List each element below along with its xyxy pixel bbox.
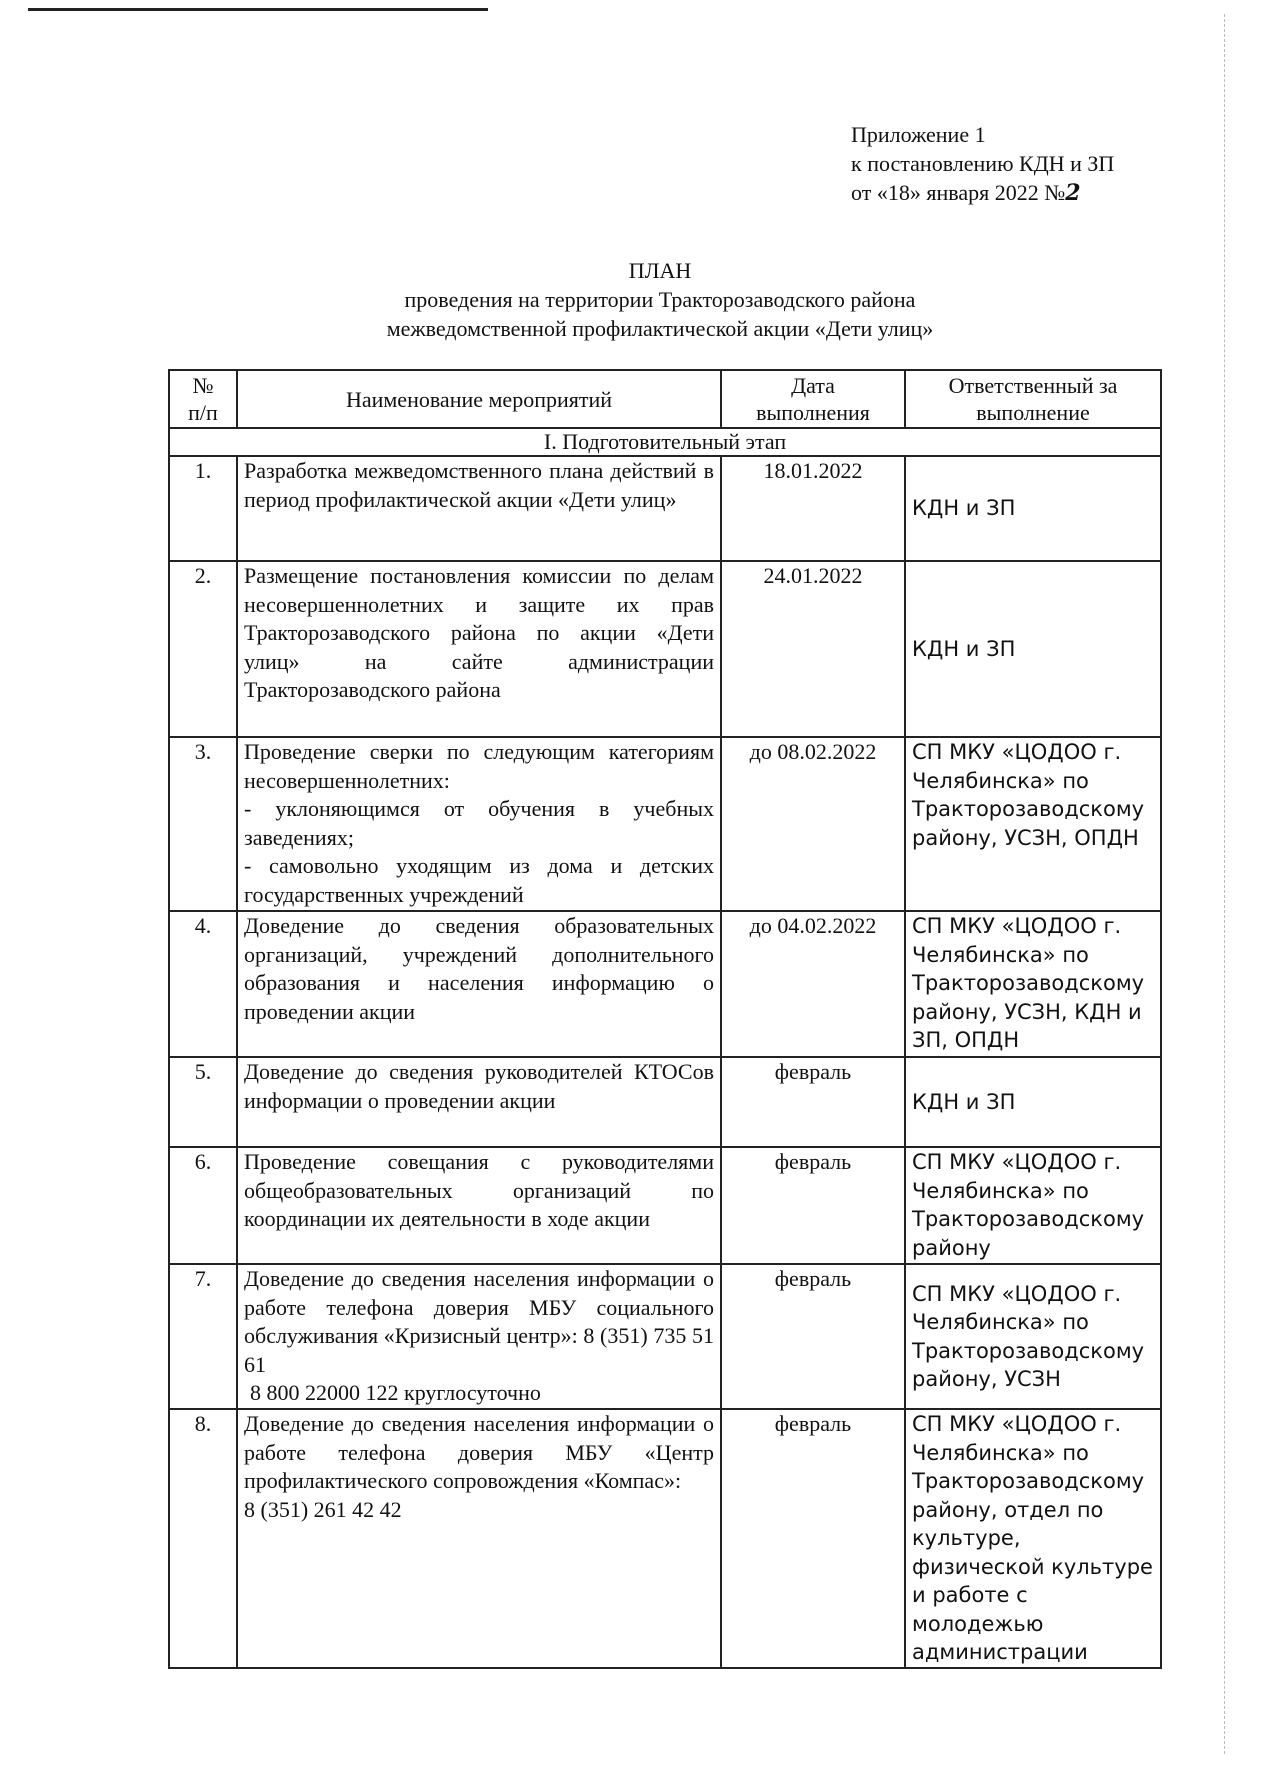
row-date: 24.01.2022 xyxy=(721,561,905,737)
activity-line: 8 800 22000 122 круглосуточно xyxy=(250,1380,541,1405)
row-number: 4. xyxy=(169,911,237,1057)
row-date: до 04.02.2022 xyxy=(721,911,905,1057)
table-row xyxy=(169,1409,1161,1668)
stage-label: I. Подготовительный этап xyxy=(169,428,1161,456)
table-row xyxy=(169,456,1161,561)
row-responsible: КДН и ЗП xyxy=(905,561,1161,737)
row-activity xyxy=(237,1409,721,1668)
document-title xyxy=(160,256,1160,343)
header-responsible: Ответственный за выполнение xyxy=(905,370,1161,428)
activity-line: Доведение до сведения населения информации о работе телефона доверия МБУ «Центр профилактического сопровождения «Компас»: xyxy=(244,1411,714,1493)
row-number: 2. xyxy=(169,561,237,737)
title-subtitle-1: проведения на территории Тракторозаводского района xyxy=(404,287,916,312)
title-subtitle-2: межведомственной профилактической акции «Дети улиц» xyxy=(386,316,934,341)
activity-line: 8 (351) 261 42 42 xyxy=(244,1496,402,1522)
appendix-date: от «18» января 2022 № xyxy=(851,180,1066,205)
appendix-line-1: Приложение 1 xyxy=(851,122,986,147)
appendix-line-3 xyxy=(851,178,1114,208)
activity-line: Проведение сверки по следующим категориям несовершеннолетних: xyxy=(244,739,714,793)
table-row xyxy=(169,737,1161,911)
row-activity: Проведение совещания с руководителями общеобразовательных организаций по координации их деятельности в ходе акции xyxy=(237,1147,721,1264)
appendix-number: 2 xyxy=(1065,180,1081,206)
row-responsible: СП МКУ «ЦОДОО г. Челябинска» по Тракторозаводскому району, отдел по культуре, физической культуре и работе с молодежью администрации xyxy=(905,1409,1161,1668)
activity-line: - самовольно уходящим из дома и детских государственных учреждений xyxy=(244,853,714,907)
row-responsible: СП МКУ «ЦОДОО г. Челябинска» по Тракторозаводскому району, УСЗН xyxy=(905,1264,1161,1409)
row-number: 1. xyxy=(169,456,237,561)
row-responsible: СП МКУ «ЦОДОО г. Челябинска» по Тракторозаводскому району xyxy=(905,1147,1161,1264)
row-responsible: СП МКУ «ЦОДОО г. Челябинска» по Тракторозаводскому району, УСЗН, КДН и ЗП, ОПДН xyxy=(905,911,1161,1057)
row-responsible: СП МКУ «ЦОДОО г. Челябинска» по Тракторозаводскому району, УСЗН, ОПДН xyxy=(905,737,1161,911)
row-responsible: КДН и ЗП xyxy=(905,1057,1161,1147)
row-activity: Разработка межведомственного плана действий в период профилактической акции «Дети улиц» xyxy=(237,456,721,561)
row-date: февраль xyxy=(721,1264,905,1409)
scan-right-edge xyxy=(1224,14,1225,1754)
table-row xyxy=(169,1264,1161,1409)
row-date: до 08.02.2022 xyxy=(721,737,905,911)
activity-line: Доведение до сведения населения информации о работе телефона доверия МБУ социального обслуживания «Кризисный центр»: 8 (351) 735 51 61 xyxy=(244,1266,714,1377)
header-name: Наименование мероприятий xyxy=(237,370,721,428)
activity-line: - уклоняющимся от обучения в учебных заведениях; xyxy=(244,796,714,850)
table-row xyxy=(169,911,1161,1057)
title-main: ПЛАН xyxy=(628,258,692,283)
table-header-row xyxy=(169,370,1161,428)
row-activity: Доведение до сведения руководителей КТОСов информации о проведении акции xyxy=(237,1057,721,1147)
stage-row xyxy=(169,428,1161,456)
table-row xyxy=(169,1057,1161,1147)
row-activity xyxy=(237,1264,721,1409)
row-date: февраль xyxy=(721,1057,905,1147)
row-number: 7. xyxy=(169,1264,237,1409)
scan-top-rule xyxy=(28,8,488,11)
table-row xyxy=(169,561,1161,737)
row-responsible: КДН и ЗП xyxy=(905,456,1161,561)
row-activity: Доведение до сведения образовательных организаций, учреждений дополнительного образования и населения информацию о проведении акции xyxy=(237,911,721,1057)
row-number: 3. xyxy=(169,737,237,911)
header-number: № п/п xyxy=(169,370,237,428)
row-number: 5. xyxy=(169,1057,237,1147)
header-date: Дата выполнения xyxy=(721,370,905,428)
row-date: февраль xyxy=(721,1409,905,1668)
row-number: 6. xyxy=(169,1147,237,1264)
appendix-reference xyxy=(851,120,1114,208)
row-activity xyxy=(237,737,721,911)
row-number: 8. xyxy=(169,1409,237,1668)
appendix-line-2: к постановлению КДН и ЗП xyxy=(851,151,1115,176)
row-date: 18.01.2022 xyxy=(721,456,905,561)
row-activity: Размещение постановления комиссии по делам несовершеннолетних и защите их прав Тракторозаводского района по акции «Дети улиц» на сайте администрации Тракторозаводского района xyxy=(237,561,721,737)
table-row xyxy=(169,1147,1161,1264)
row-date: февраль xyxy=(721,1147,905,1264)
plan-table xyxy=(168,369,1162,1669)
